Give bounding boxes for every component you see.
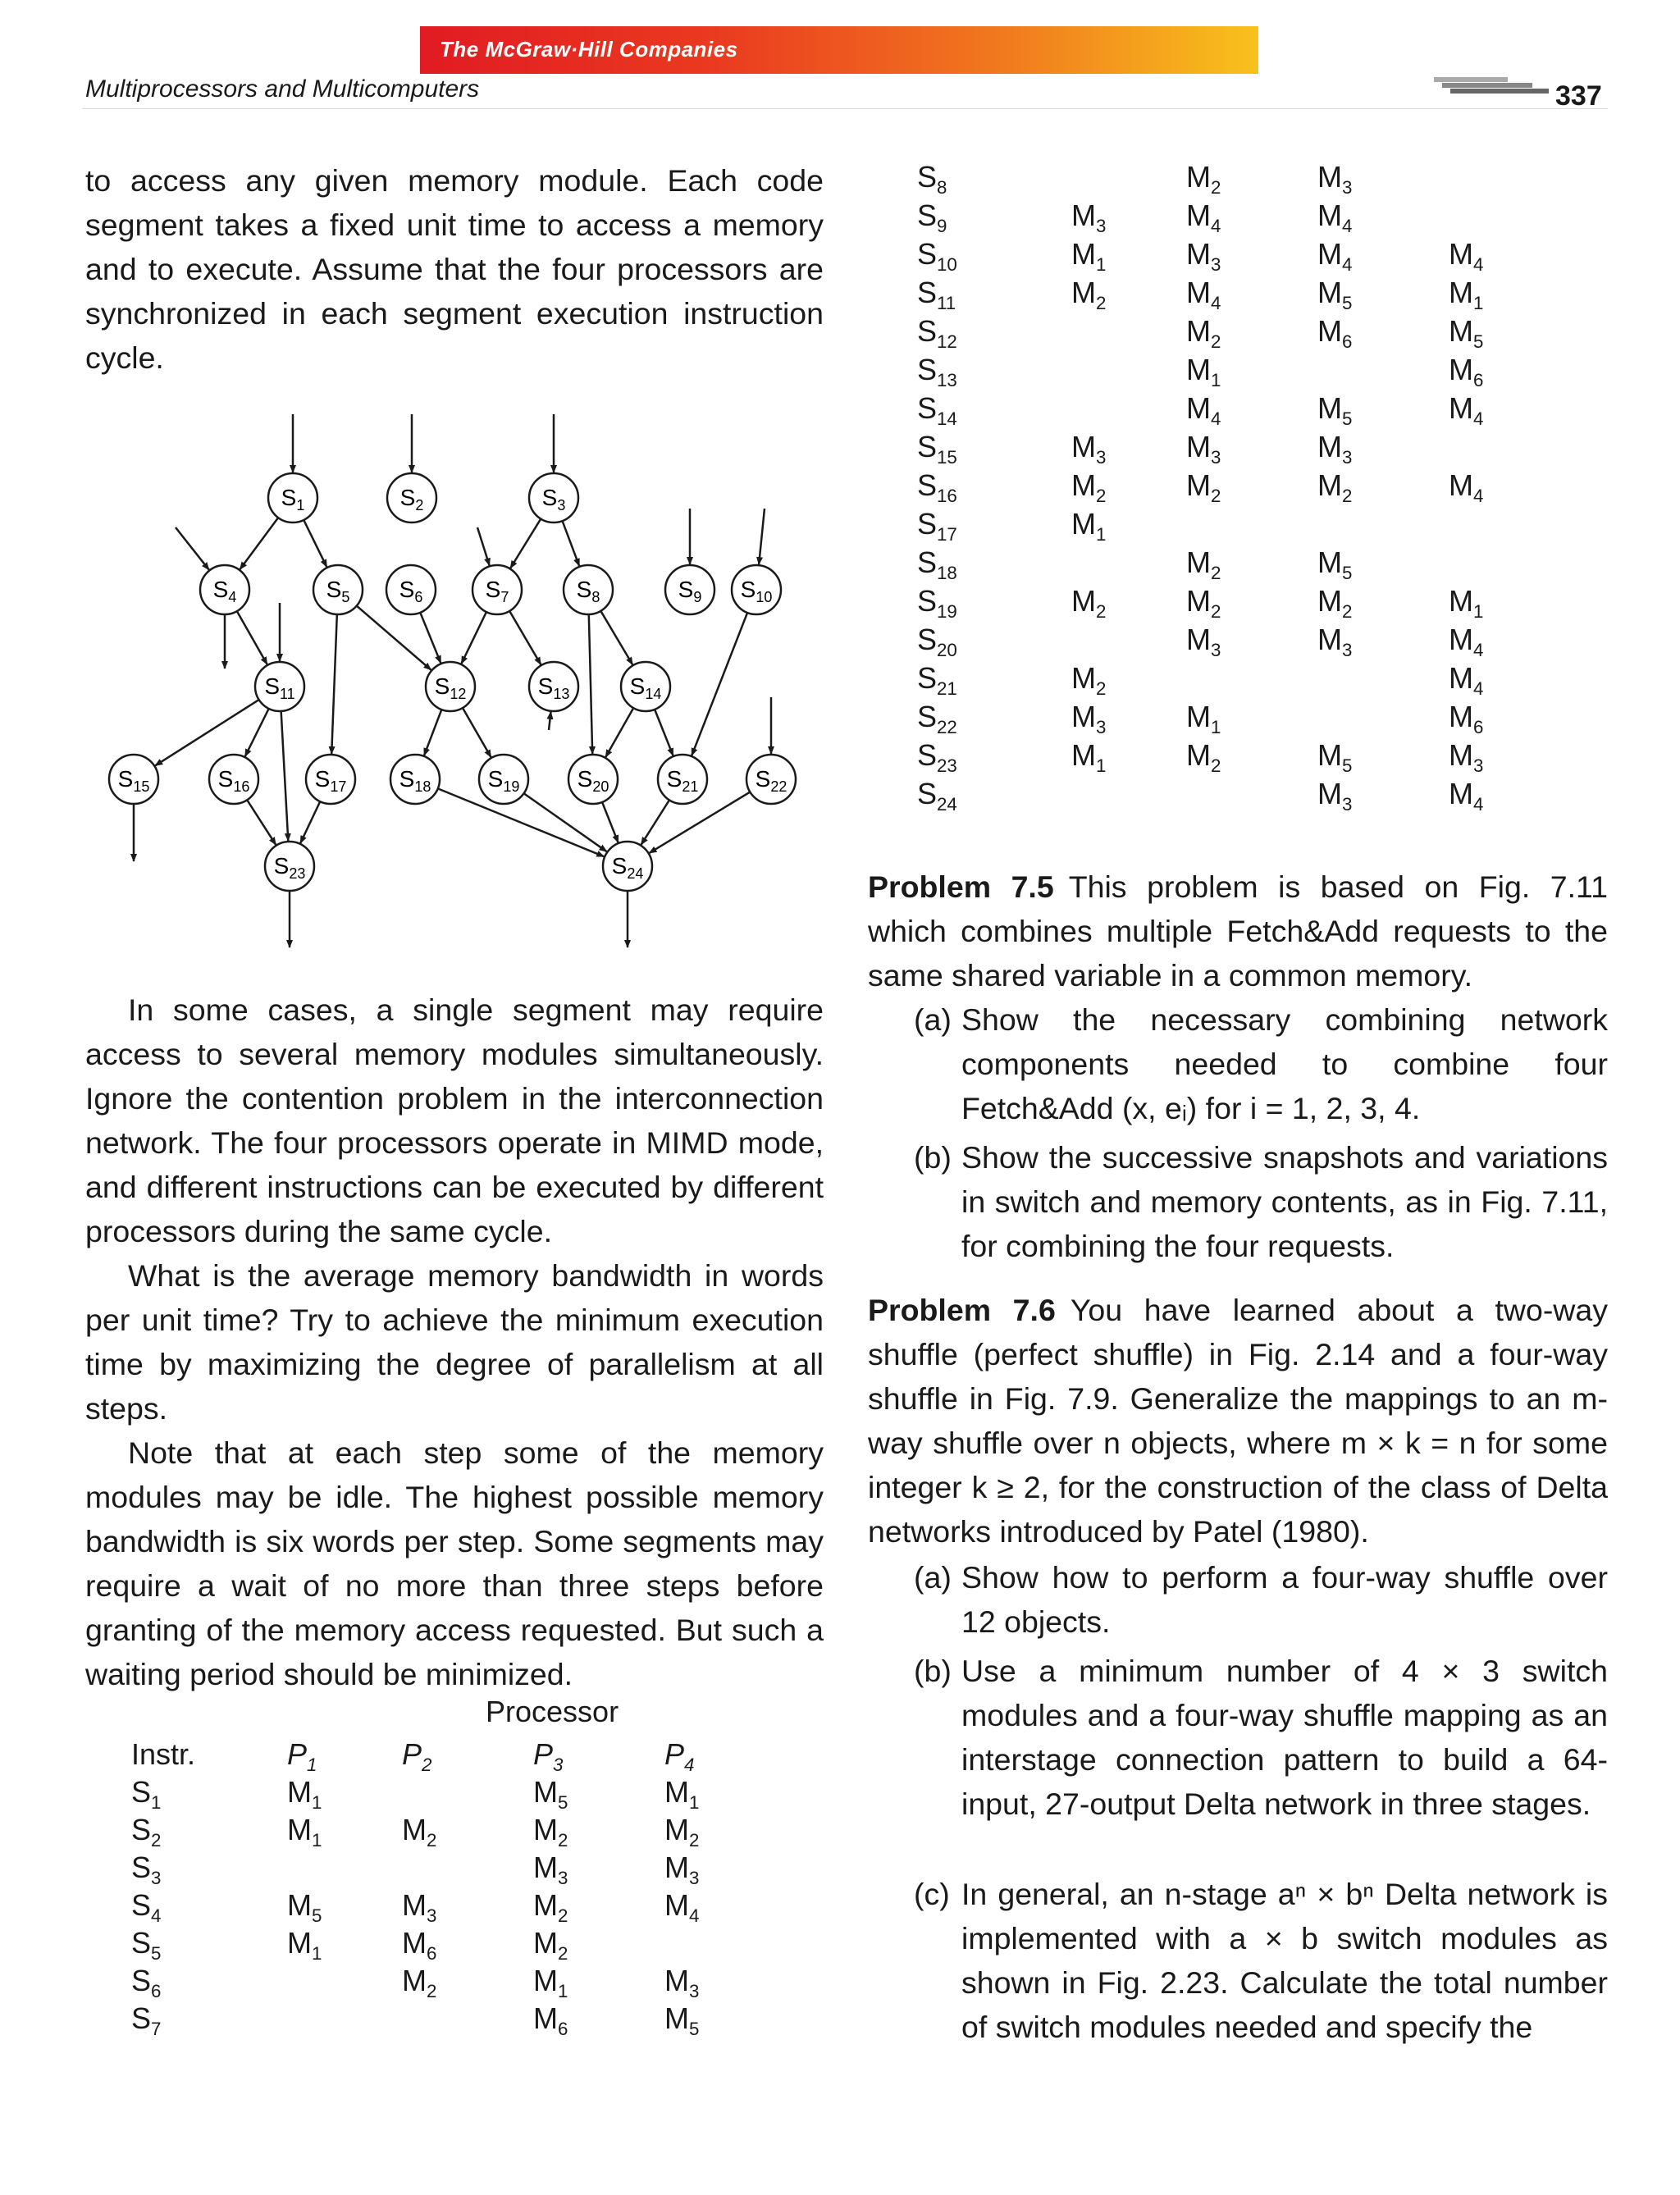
- problem-7-5-text: This problem is based on Fig. 7.11 which combines multiple Fetch&Add requests to the same shared variable in a common memory.: [868, 869, 1608, 993]
- node-label: $S_4$: [212, 577, 237, 605]
- table-header-3: $P_3$: [533, 1737, 564, 1776]
- table-cell: $M_4$: [1449, 777, 1484, 815]
- table-cell: $M_2$: [664, 1813, 700, 1851]
- node-label: $S_{11}$: [264, 673, 295, 702]
- table-row-label: $S_{24}$: [917, 777, 957, 815]
- part-a-text: Show how to perform a four-way shuffle over 12 objects.: [961, 1560, 1608, 1639]
- problem-7-6-title: Problem 7.6: [868, 1293, 1056, 1327]
- table-cell: $M_3$: [1317, 777, 1353, 815]
- table-row-label: $S_{11}$: [917, 276, 956, 314]
- part-b-text: Show the successive snapshots and variations in switch and memory contents, as in Fig. 7.11, for combining the four requests.: [961, 1140, 1608, 1263]
- node-label: $S_{19}$: [487, 766, 520, 795]
- node-label: $S_6$: [399, 577, 423, 605]
- edge-S8-S14: [600, 611, 632, 665]
- edge-S6-S12: [420, 613, 441, 663]
- table-header-1: $P_1$: [287, 1737, 317, 1776]
- table-row-label: $S_{17}$: [917, 507, 957, 545]
- table-cell: $M_2$: [1186, 584, 1221, 623]
- part-c-label: (c): [914, 1877, 950, 1911]
- node-label: $S_{20}$: [577, 766, 609, 795]
- node-label: $S_1$: [281, 485, 305, 513]
- table-cell: $M_2$: [533, 1926, 568, 1965]
- table-cell: $M_3$: [1186, 237, 1221, 276]
- edge-S16-S23: [247, 800, 276, 845]
- running-title: Multiprocessors and Multicomputers: [85, 75, 480, 103]
- node-S22: [746, 755, 796, 804]
- table-cell: $M_5$: [1449, 314, 1484, 353]
- edge-S12-S18: [424, 710, 441, 755]
- table-row-label: $S_{18}$: [917, 545, 957, 584]
- part-b-text: Use a minimum number of 4 × 3 switch modules and a four-way shuffle mapping as an interstage connection pattern to build a 64-input, 27-output Delta network in three stages.: [961, 1654, 1608, 1821]
- node-label: $S_{15}$: [117, 766, 150, 795]
- paragraph-idle-modules: Note that at each step some of the memory modules may be idle. The highest possible memory bandwidth is six words per step. Some segments may require a wait of no more than three steps before granting of the memory access requested. But such a waiting period should be minimized.: [85, 1435, 824, 1691]
- input-arrow-S4: [176, 527, 209, 570]
- table-cell: $M_4$: [1449, 661, 1484, 700]
- table-cell: $M_2$: [1186, 314, 1221, 353]
- node-S19: [479, 755, 528, 804]
- table-cell: $M_3$: [1071, 199, 1107, 237]
- node-label: $S_{21}$: [666, 766, 699, 795]
- table-row-label: $S_{22}$: [917, 700, 957, 738]
- node-S14: [621, 662, 670, 711]
- node-label: $S_{14}$: [629, 673, 662, 702]
- table-cell: $M_2$: [402, 1813, 437, 1851]
- edge-S17-S23: [300, 801, 320, 843]
- edge-S11-S16: [245, 709, 269, 756]
- node-label: $S_{10}$: [740, 577, 773, 605]
- table-cell: $M_3$: [1071, 430, 1107, 468]
- edge-S7-S12: [461, 612, 486, 664]
- part-b-label: (b): [914, 1654, 952, 1688]
- table-cell: $M_1$: [533, 1964, 568, 2002]
- publisher-banner: [420, 26, 1258, 74]
- edge-S3-S7: [510, 519, 541, 568]
- table-row-label: $S_2$: [131, 1813, 162, 1851]
- table-cell: $M_6$: [1449, 353, 1484, 391]
- table-header-0: Instr.: [131, 1737, 196, 1771]
- table-cell: $M_3$: [1449, 738, 1484, 777]
- processor-label: Processor: [486, 1695, 619, 1728]
- node-S13: [529, 662, 578, 711]
- node-label: $S_{24}$: [611, 853, 644, 882]
- table-row-label: $S_{13}$: [917, 353, 957, 391]
- table-cell: $M_1$: [1449, 276, 1484, 314]
- node-S23: [265, 842, 314, 891]
- table-cell: $M_3$: [533, 1850, 568, 1889]
- node-S4: [200, 565, 249, 614]
- table-row-label: $S_{15}$: [917, 430, 957, 468]
- table-cell: $M_2$: [533, 1888, 568, 1927]
- table-row-label: $S_{10}$: [917, 237, 957, 276]
- table-header-2: $P_2$: [402, 1737, 432, 1776]
- edge-S5-S17: [331, 614, 337, 754]
- table-row-label: $S_{21}$: [917, 661, 957, 700]
- table-row-label: $S_{16}$: [917, 468, 957, 507]
- node-S10: [732, 565, 781, 614]
- node-S5: [313, 565, 363, 614]
- table-cell: $M_3$: [1186, 623, 1221, 661]
- edge-S22-S24: [650, 792, 751, 853]
- table-cell: $M_3$: [1317, 623, 1353, 661]
- table-cell: $M_3$: [1317, 430, 1353, 468]
- node-S21: [658, 755, 707, 804]
- edge-S7-S13: [509, 611, 541, 664]
- table-cell: $M_1$: [1071, 507, 1107, 545]
- table-cell: $M_4$: [1317, 199, 1353, 237]
- table-cell: $M_3$: [1317, 160, 1353, 199]
- problem-7-6-part-c: [914, 1872, 1608, 2049]
- edge-S12-S19: [463, 708, 491, 757]
- table-cell: $M_2$: [1317, 468, 1353, 507]
- table-cell: $M_1$: [1449, 584, 1484, 623]
- node-label: $S_{18}$: [399, 766, 431, 795]
- page-number: 337: [1555, 80, 1602, 112]
- table-cell: $M_2$: [533, 1813, 568, 1851]
- paragraph-intro: to access any given memory module. Each code segment takes a fixed unit time to access a memory and to execute. Assume that the four processors are synchronized in each segment execution instruction cycle.: [85, 163, 824, 375]
- node-label: $S_{13}$: [537, 673, 570, 702]
- edge-S20-S24: [602, 802, 619, 842]
- table-cell: $M_2$: [1186, 545, 1221, 584]
- node-S2: [387, 473, 436, 523]
- node-label: $S_{16}$: [217, 766, 250, 795]
- table-cell: $M_4$: [1186, 276, 1221, 314]
- table-cell: $M_6$: [1317, 314, 1353, 353]
- node-S16: [209, 755, 258, 804]
- table-cell: $M_5$: [664, 2001, 700, 2040]
- table-cell: $M_3$: [1186, 430, 1221, 468]
- part-a-text: Show the necessary combining network components needed to combine four Fetch&Add (x, eᵢ) for i = 1, 2, 3, 4.: [961, 1002, 1608, 1125]
- table-cell: $M_3$: [1071, 700, 1107, 738]
- node-S18: [390, 755, 440, 804]
- problem-7-6-part-a: [914, 1555, 1608, 1644]
- node-label: $S_{23}$: [273, 853, 306, 882]
- edge-S3-S8: [563, 521, 580, 566]
- table-cell: $M_1$: [664, 1775, 700, 1814]
- node-label: $S_{22}$: [755, 766, 788, 795]
- edge-S10-S21: [692, 613, 747, 755]
- problem-7-6-intro: [868, 1288, 1608, 1554]
- table-cell: $M_1$: [287, 1813, 322, 1851]
- table-cell: $M_1$: [1186, 353, 1221, 391]
- problem-7-5-intro: [868, 865, 1608, 997]
- node-S7: [472, 565, 522, 614]
- table-cell: $M_5$: [287, 1888, 322, 1927]
- node-label: $S_{17}$: [314, 766, 347, 795]
- table-cell: $M_2$: [1186, 738, 1221, 777]
- table-row-label: $S_8$: [917, 160, 947, 199]
- node-S24: [603, 842, 652, 891]
- table-cell: $M_6$: [533, 2001, 568, 2040]
- table-cell: $M_2$: [1071, 584, 1107, 623]
- part-b-label: (b): [914, 1140, 952, 1175]
- input-arrow-S7: [477, 527, 490, 565]
- table-row-label: $S_{20}$: [917, 623, 957, 661]
- table-cell: $M_5$: [533, 1775, 568, 1814]
- table-cell: $M_5$: [1317, 391, 1353, 430]
- node-S1: [268, 473, 317, 523]
- node-label: $S_7$: [485, 577, 509, 605]
- node-label: $S_{12}$: [434, 673, 467, 702]
- edge-S21-S24: [641, 800, 669, 844]
- table-row-label: $S_5$: [131, 1926, 162, 1965]
- table-cell: $M_2$: [1071, 276, 1107, 314]
- header-rule: [82, 108, 1608, 109]
- table-cell: $M_1$: [287, 1775, 322, 1814]
- table-cell: $M_4$: [1449, 391, 1484, 430]
- table-cell: $M_1$: [1186, 700, 1221, 738]
- table-cell: $M_5$: [1317, 738, 1353, 777]
- table-row-label: $S_1$: [131, 1775, 162, 1814]
- node-S9: [665, 565, 714, 614]
- table-cell: $M_2$: [1317, 584, 1353, 623]
- node-S11: [255, 662, 304, 711]
- table-cell: $M_5$: [1317, 545, 1353, 584]
- table-cell: $M_2$: [1071, 468, 1107, 507]
- edge-S11-S23: [281, 711, 289, 841]
- problem-7-6-part-b: [914, 1649, 1608, 1826]
- table-cell: $M_5$: [1317, 276, 1353, 314]
- node-label: $S_3$: [541, 485, 566, 513]
- dependency-graph: [98, 406, 820, 964]
- edge-S5-S12: [357, 606, 431, 670]
- table-cell: $M_3$: [664, 1964, 700, 2002]
- table-row-label: $S_{19}$: [917, 584, 957, 623]
- part-a-label: (a): [914, 1560, 952, 1595]
- table-cell: $M_3$: [402, 1888, 437, 1927]
- edge-S1-S4: [240, 518, 278, 569]
- input-arrow-S13: [549, 712, 551, 730]
- part-a-label: (a): [914, 1002, 952, 1037]
- table-cell: $M_2$: [1186, 468, 1221, 507]
- problem-7-5-part-b: [914, 1135, 1608, 1268]
- node-S20: [568, 755, 618, 804]
- table-cell: $M_1$: [287, 1926, 322, 1965]
- edge-S1-S5: [304, 520, 326, 567]
- table-cell: $M_1$: [1071, 738, 1107, 777]
- table-row-label: $S_6$: [131, 1964, 162, 2002]
- table-cell: $M_6$: [1449, 700, 1484, 738]
- edge-S14-S20: [605, 708, 633, 757]
- paragraph-contention: In some cases, a single segment may require access to several memory modules simultaneously. Ignore the contention problem in the interconnection network. The four processors operate in MIMD mode, and different instructions can be executed by different processors during the same cycle.: [85, 993, 824, 1248]
- table-row-label: $S_7$: [131, 2001, 162, 2040]
- table-cell: $M_4$: [664, 1888, 700, 1927]
- table-cell: $M_1$: [1071, 237, 1107, 276]
- table-cell: $M_4$: [1449, 468, 1484, 507]
- table-cell: $M_3$: [664, 1850, 700, 1889]
- paragraph-bandwidth: What is the average memory bandwidth in words per unit time? Try to achieve the minimum execution time by maximizing the degree of parallelism at all steps.: [85, 1258, 824, 1426]
- table-cell: $M_4$: [1186, 391, 1221, 430]
- table-row-label: $S_{14}$: [917, 391, 957, 430]
- table-header-4: $P_4$: [664, 1737, 695, 1776]
- node-label: $S_8$: [576, 577, 600, 605]
- edge-S14-S21: [655, 710, 673, 755]
- node-S8: [564, 565, 613, 614]
- node-S15: [109, 755, 158, 804]
- input-arrow-S10: [759, 509, 765, 564]
- node-S6: [386, 565, 436, 614]
- table-row-label: $S_{23}$: [917, 738, 957, 777]
- table-row-label: $S_{12}$: [917, 314, 957, 353]
- table-row-label: $S_3$: [131, 1850, 162, 1889]
- part-c-text: In general, an n-stage aⁿ × bⁿ Delta network is implemented with a × b switch modules as shown in Fig. 2.23. Calculate the total number of switch modules needed and specify the: [961, 1877, 1608, 2044]
- table-cell: $M_2$: [402, 1964, 437, 2002]
- node-label: $S_2$: [399, 485, 424, 513]
- edge-S4-S11: [237, 611, 267, 664]
- problem-7-5-part-a: [914, 997, 1608, 1130]
- page-corner-mark: [1434, 77, 1549, 98]
- table-cell: $M_4$: [1449, 623, 1484, 661]
- node-S17: [306, 755, 355, 804]
- problem-7-6-text: You have learned about a two-way shuffle (perfect shuffle) in Fig. 2.14 and a four-way shuffle in Fig. 7.9. Generalize the mappings to an m-way shuffle over n objects, where m × k = n for some integer k ≥ 2, for the construction of the class of Delta networks introduced by Patel (1980).: [868, 1293, 1608, 1549]
- node-S3: [529, 473, 578, 523]
- node-S12: [426, 662, 475, 711]
- table-cell: $M_4$: [1449, 237, 1484, 276]
- table-cell: $M_2$: [1071, 661, 1107, 700]
- edge-S8-S20: [589, 614, 592, 754]
- table-cell: $M_4$: [1317, 237, 1353, 276]
- table-cell: $M_4$: [1186, 199, 1221, 237]
- node-label: $S_9$: [678, 577, 702, 605]
- problem-7-5-title: Problem 7.5: [868, 869, 1054, 904]
- node-label: $S_5$: [326, 577, 350, 605]
- table-cell: $M_6$: [402, 1926, 437, 1965]
- table-cell: $M_2$: [1186, 160, 1221, 199]
- publisher-name: The McGraw·Hill Companies: [440, 37, 738, 62]
- table-row-label: $S_9$: [917, 199, 947, 237]
- table-row-label: $S_4$: [131, 1888, 162, 1927]
